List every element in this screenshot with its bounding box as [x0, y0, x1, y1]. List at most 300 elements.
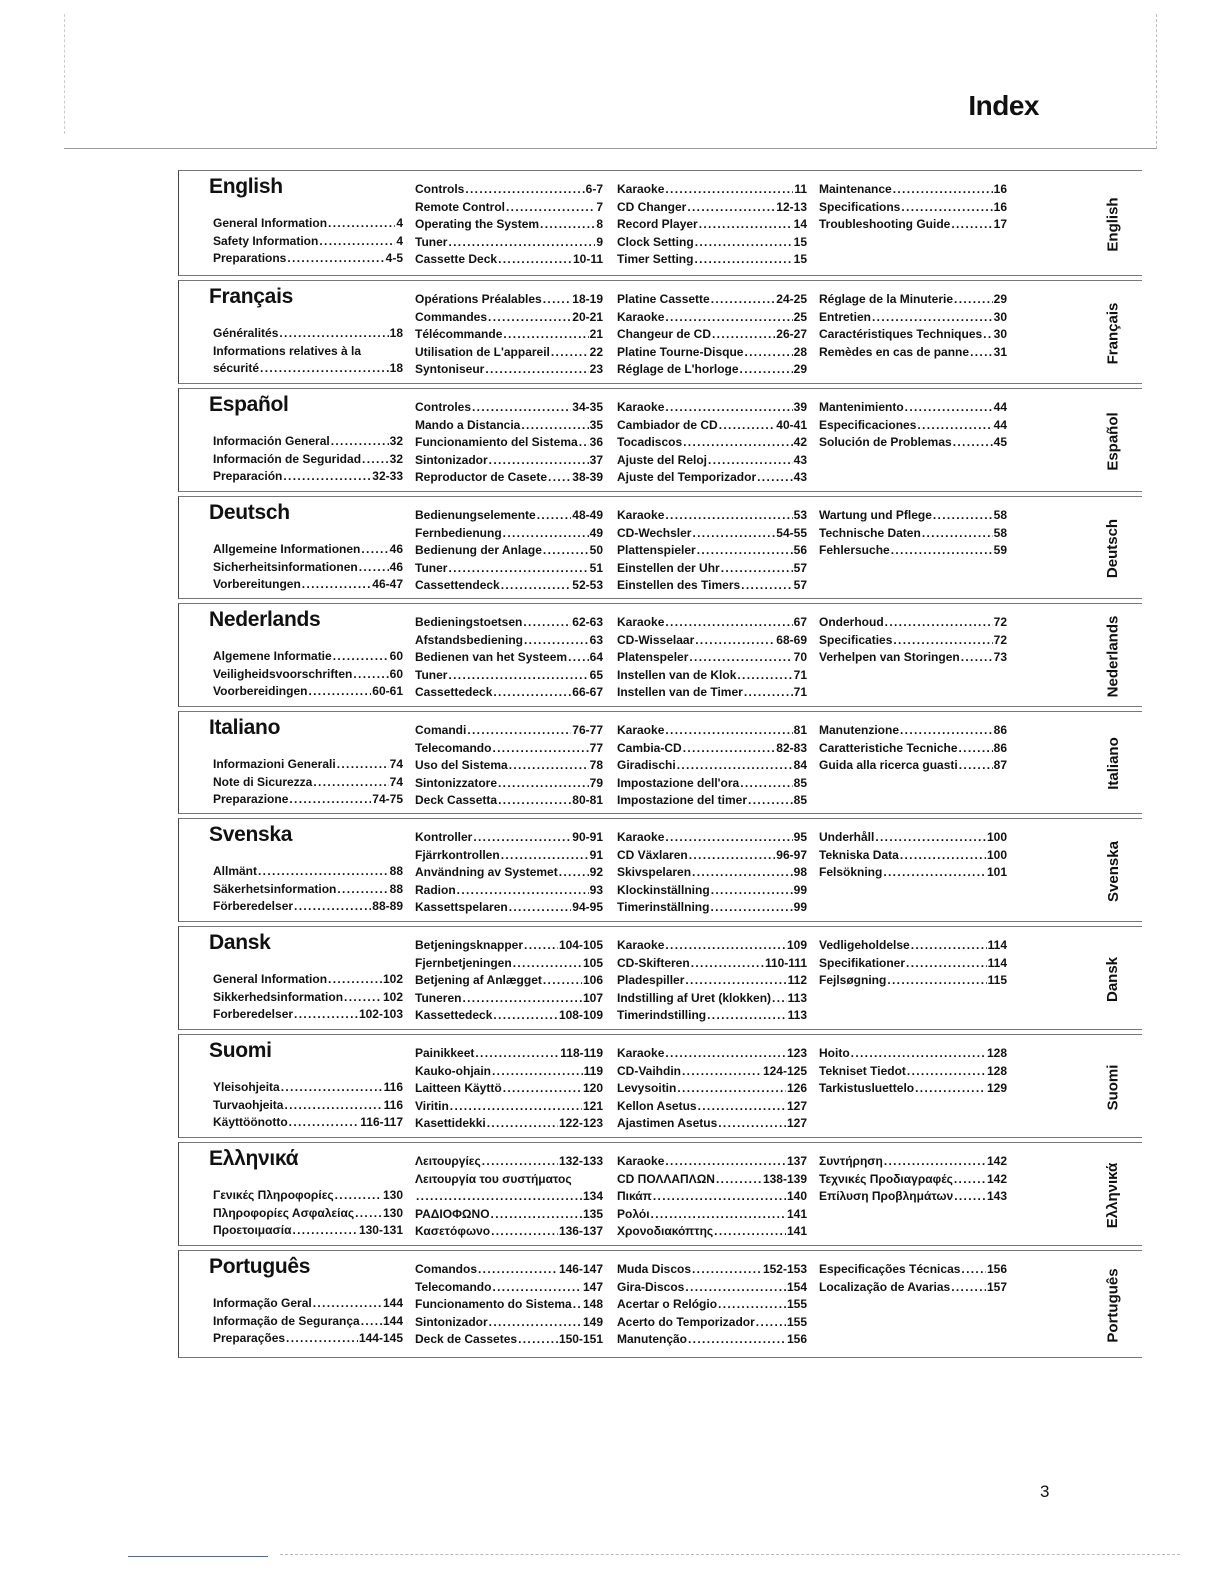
entry-page: 34-35: [572, 400, 603, 414]
index-entry: [415, 632, 603, 650]
entry-label: Impostazione del timer: [617, 793, 748, 807]
dot-leader: [695, 234, 793, 252]
index-entry: [415, 560, 603, 578]
entry-label: Wartung und Pflege: [819, 508, 932, 522]
entry-label: Platine Tourne-Disque: [617, 344, 744, 359]
entry-page: 143: [986, 1189, 1007, 1203]
index-entry: [617, 955, 807, 973]
index-entry: [213, 1079, 403, 1097]
index-column: [415, 1261, 603, 1349]
index-entry: [819, 199, 1007, 217]
index-entry: [617, 1098, 807, 1116]
entry-label: Kauko-ohjain: [415, 1063, 492, 1078]
index-column: [819, 291, 1007, 361]
entry-page: 140: [786, 1189, 807, 1203]
entry-page: 24-25: [776, 292, 807, 306]
dot-leader: [699, 216, 793, 234]
entry-label: General Information: [213, 972, 328, 986]
entry-label: Funcionamento do Sistema: [415, 1297, 572, 1311]
entry-label: Funcionamiento del Sistema: [415, 435, 578, 449]
index-entry: [415, 469, 603, 487]
index-entry: [617, 525, 807, 543]
index-entry: [819, 972, 1007, 990]
index-entry: [415, 955, 603, 973]
entry-page: 42: [793, 435, 807, 449]
index-entry: [819, 1171, 1007, 1189]
dot-leader: [289, 1114, 360, 1132]
entry-label: Karaoke: [617, 938, 665, 952]
index-column: [213, 863, 403, 916]
entry-label: Informations relatives à la: [213, 343, 362, 358]
entry-label: Troubleshooting Guide: [819, 217, 951, 231]
dot-leader: [756, 1314, 786, 1332]
entry-label: Kassettspelaren: [415, 900, 508, 914]
index-entry: [617, 434, 807, 452]
entry-label: Karaoke: [617, 508, 665, 522]
dot-leader: [653, 1188, 786, 1206]
entry-page: 85: [793, 793, 807, 807]
index-entry: [213, 756, 403, 774]
entry-label: Ajuste del Temporizador: [617, 470, 757, 484]
index-entry: [415, 667, 603, 685]
dot-leader: [489, 1314, 582, 1332]
language-tab: [1098, 1041, 1128, 1133]
index-entry: [617, 199, 807, 217]
index-entry: [415, 1007, 603, 1025]
entry-label: Bedieningstoetsen: [415, 615, 523, 629]
index-column: [213, 541, 403, 594]
entry-page: 53: [793, 508, 807, 522]
index-entry: [415, 1080, 603, 1098]
entry-label: Karaoke: [617, 830, 665, 844]
entry-page: 118-119: [560, 1046, 603, 1060]
index-entry: [213, 1114, 403, 1132]
entry-label: Λειτουργία του συστήματος: [415, 1171, 572, 1186]
dot-leader: [907, 1063, 986, 1081]
index-entry: [819, 326, 1007, 344]
entry-label: Cassettedeck: [415, 685, 493, 699]
dot-leader: [710, 899, 792, 917]
dot-leader: [682, 1063, 762, 1081]
dot-leader: [692, 525, 775, 543]
entry-page: 73: [993, 650, 1007, 664]
dot-leader: [744, 344, 792, 362]
dot-leader: [493, 1007, 558, 1025]
entry-label: Specifikationer: [819, 955, 906, 970]
entry-label: Kontroller: [415, 830, 473, 844]
index-entry: [617, 309, 807, 327]
entry-page: 59: [993, 543, 1007, 557]
dot-leader: [711, 291, 776, 309]
entry-page: 37: [589, 452, 603, 467]
index-entry: [617, 990, 807, 1008]
dot-leader: [665, 722, 792, 740]
entry-page: 128: [986, 1046, 1007, 1060]
entry-label: Syntoniseur: [415, 362, 485, 376]
entry-label: Säkerhetsinformation: [213, 881, 337, 896]
entry-label: Note di Sicurezza: [213, 774, 313, 789]
dot-leader: [498, 792, 571, 810]
entry-page: 102: [382, 972, 403, 986]
language-title: English: [209, 175, 283, 198]
entry-page: 31: [993, 344, 1007, 359]
entry-label: Caractéristiques Techniques: [819, 327, 983, 341]
index-entry: [415, 399, 603, 417]
dot-leader: [714, 1223, 786, 1241]
entry-label: Sintonizador: [415, 452, 488, 467]
dot-leader: [718, 1115, 786, 1133]
entry-page: 29: [993, 292, 1007, 306]
dot-leader: [457, 882, 589, 900]
index-column: [213, 215, 403, 268]
dot-leader: [344, 989, 382, 1007]
entry-page: 57: [793, 560, 807, 575]
index-entry: [617, 847, 807, 865]
language-tab-label: Ελληνικά: [1104, 1162, 1122, 1228]
dot-leader: [283, 468, 371, 486]
entry-label: Instellen van de Klok: [617, 667, 737, 682]
entry-label: Sicherheitsinformationen: [213, 559, 358, 574]
language-title: Ελληνικά: [209, 1147, 299, 1170]
entry-page: 71: [793, 667, 807, 682]
index-entry: [415, 792, 603, 810]
index-entry: [819, 507, 1007, 525]
entry-label: Généralités: [213, 326, 279, 340]
language-tab: [1098, 395, 1128, 487]
entry-label: Comandi: [415, 723, 467, 737]
entry-page: 74: [389, 774, 403, 789]
dot-leader: [741, 577, 792, 595]
index-entry: [617, 507, 807, 525]
entry-label: Fjärrkontrollen: [415, 847, 500, 862]
entry-page: 26-27: [776, 327, 807, 341]
language-tab: [1098, 287, 1128, 379]
entry-label: Tekniset Tiedot: [819, 1063, 906, 1078]
dot-leader: [917, 417, 992, 435]
index-entry: [213, 343, 403, 361]
language-tab: [1098, 503, 1128, 594]
language-tab-label: Português: [1104, 1267, 1122, 1343]
entry-page: 20-21: [572, 309, 603, 324]
index-entry: [617, 792, 807, 810]
entry-page: 129: [986, 1081, 1007, 1095]
entry-page: 142: [986, 1171, 1007, 1186]
entry-label: Kellon Asetus: [617, 1098, 697, 1113]
entry-label: Controles: [415, 400, 472, 414]
dot-leader: [473, 829, 571, 847]
dot-leader: [692, 864, 793, 882]
language-title: Svenska: [209, 823, 293, 846]
dot-leader: [335, 1187, 382, 1205]
index-entry: [213, 250, 403, 268]
index-entry: [213, 881, 403, 899]
entry-label: CD Changer: [617, 199, 687, 214]
entry-page: 79: [589, 775, 603, 790]
entry-page: 17: [993, 217, 1007, 231]
entry-page: 127: [786, 1116, 807, 1130]
index-entry: [415, 291, 603, 309]
index-column: [617, 181, 807, 269]
index-entry: [415, 1223, 603, 1241]
language-tab: [1098, 825, 1128, 917]
entry-label: Allgemeine Informationen: [213, 542, 361, 556]
entry-page: 150-151: [558, 1332, 603, 1346]
index-entry: [213, 360, 403, 378]
index-entry: [213, 1313, 403, 1331]
index-entry: [213, 1330, 403, 1348]
index-column: [819, 937, 1007, 990]
dot-leader: [492, 740, 588, 758]
entry-page: 12-13: [776, 199, 807, 214]
index-entry: [617, 216, 807, 234]
dot-leader: [970, 344, 993, 362]
entry-label: Hoito: [819, 1046, 850, 1060]
dot-leader: [691, 955, 764, 973]
dot-leader: [953, 434, 993, 452]
entry-label: Allmänt: [213, 864, 258, 878]
dot-leader: [289, 791, 371, 809]
dot-leader: [294, 898, 371, 916]
index-column: [415, 722, 603, 810]
index-column: [415, 1045, 603, 1133]
index-entry: [415, 864, 603, 882]
dot-leader: [284, 1097, 382, 1115]
language-section: [178, 1034, 1142, 1138]
entry-page: 71: [793, 685, 807, 699]
entry-page: 15: [793, 252, 807, 266]
dot-leader: [900, 722, 993, 740]
index-entry: [415, 181, 603, 199]
entry-page: 116: [383, 1080, 403, 1094]
dot-leader: [954, 291, 993, 309]
index-entry: [617, 1331, 807, 1349]
index-entry: [617, 251, 807, 269]
index-column: [617, 507, 807, 595]
dot-leader: [313, 774, 388, 792]
entry-page: 57: [793, 578, 807, 592]
entry-page: 110-111: [764, 955, 807, 970]
entry-label: Muda Discos: [617, 1262, 692, 1276]
dot-leader: [465, 181, 584, 199]
entry-page: 94-95: [572, 900, 603, 914]
language-tab-label: English: [1104, 196, 1122, 252]
dot-leader: [915, 1080, 986, 1098]
index-entry: [213, 898, 403, 916]
dot-leader: [721, 560, 793, 578]
entry-page: 35: [589, 417, 603, 432]
entry-page: 76-77: [572, 723, 603, 737]
language-tab: [1098, 177, 1128, 271]
dot-leader: [492, 1063, 583, 1081]
index-column: [617, 1261, 807, 1349]
entry-page: 11: [794, 182, 807, 196]
index-column: [819, 507, 1007, 560]
index-entry: [819, 1261, 1007, 1279]
index-entry: [617, 291, 807, 309]
index-entry: [617, 1080, 807, 1098]
language-tab-label: Français: [1104, 302, 1122, 364]
index-column: [213, 1295, 403, 1348]
entry-label: Forberedelser: [213, 1007, 294, 1021]
index-entry: [415, 882, 603, 900]
dot-leader: [685, 1279, 786, 1297]
index-entry: [819, 1153, 1007, 1171]
dot-leader: [875, 829, 986, 847]
entry-label: Maintenance: [819, 182, 892, 196]
entry-page: 147: [582, 1279, 603, 1294]
entry-label: Preparations: [213, 251, 287, 265]
entry-label: Réglage de la Minuterie: [819, 292, 954, 306]
entry-page: 60: [389, 649, 403, 663]
entry-page: 100: [986, 830, 1007, 844]
dot-leader: [677, 757, 793, 775]
dot-leader: [665, 507, 792, 525]
entry-label: Algemene Informatie: [213, 649, 332, 663]
entry-label: Karaoke: [617, 400, 665, 414]
entry-label: Κασετόφωνο: [415, 1224, 491, 1238]
index-entry: [213, 325, 403, 343]
index-entry: [415, 649, 603, 667]
language-tab-label: Svenska: [1104, 840, 1122, 902]
dot-leader: [509, 899, 572, 917]
entry-page: 88: [389, 881, 403, 896]
index-entry: [415, 199, 603, 217]
dot-leader: [579, 434, 589, 452]
index-entry: [617, 775, 807, 793]
dot-leader: [893, 181, 993, 199]
dot-leader: [959, 740, 993, 758]
language-tab-label: Deutsch: [1104, 518, 1122, 579]
entry-page: 23: [589, 362, 603, 376]
entry-label: Tocadiscos: [617, 435, 683, 449]
entry-page: 48-49: [572, 508, 603, 522]
entry-label: Afstandsbediening: [415, 632, 524, 647]
index-column: [819, 614, 1007, 667]
entry-label: Förberedelser: [213, 899, 294, 913]
dot-leader: [954, 1188, 986, 1206]
entry-page: 45: [993, 435, 1007, 449]
index-entry: [819, 632, 1007, 650]
index-entry: [213, 683, 403, 701]
dot-leader: [905, 399, 993, 417]
entry-page: 72: [993, 632, 1007, 647]
language-section: [178, 926, 1142, 1030]
dot-leader: [491, 1223, 558, 1241]
dot-leader: [485, 361, 588, 379]
entry-label: Cassettendeck: [415, 578, 500, 592]
dot-leader: [489, 452, 589, 470]
entry-page: 18: [389, 326, 403, 340]
dot-leader: [506, 199, 595, 217]
dot-leader: [665, 181, 793, 199]
entry-page: 52-53: [572, 578, 603, 592]
entry-label: Manutenção: [617, 1332, 688, 1346]
entry-label: Localização de Avarias: [819, 1279, 951, 1294]
index-entry: [213, 1205, 403, 1223]
entry-label: Προετοιμασία: [213, 1223, 292, 1237]
dot-leader: [688, 1331, 786, 1349]
entry-label: Tuner: [415, 560, 448, 575]
index-entry: [415, 684, 603, 702]
index-entry: [415, 775, 603, 793]
language-title: Français: [209, 285, 293, 308]
entry-page: 120: [582, 1081, 603, 1095]
entry-page: 54-55: [776, 525, 807, 540]
language-tab-label: Nederlands: [1104, 615, 1122, 697]
entry-label: Verhelpen van Storingen: [819, 650, 960, 664]
entry-label: Informazioni Generali: [213, 757, 336, 771]
index-entry: [415, 542, 603, 560]
entry-label: Bedienung der Anlage: [415, 543, 542, 557]
index-entry: [819, 344, 1007, 362]
dot-leader: [472, 399, 571, 417]
dot-leader: [328, 215, 395, 233]
entry-page: 88: [389, 864, 403, 878]
index-entry: [415, 990, 603, 1008]
index-entry: [415, 1296, 603, 1314]
language-tab-label: Español: [1104, 411, 1122, 471]
entry-page: 134: [582, 1189, 603, 1203]
dot-leader: [518, 1331, 558, 1349]
dot-leader: [695, 632, 775, 650]
index-entry: [617, 1063, 807, 1081]
dot-leader: [933, 507, 993, 525]
entry-page: 96-97: [776, 847, 807, 862]
index-entry: [617, 344, 807, 362]
entry-page: 66-67: [572, 685, 603, 699]
index-entry: [617, 469, 807, 487]
entry-label: CD-Wisselaar: [617, 632, 695, 647]
index-entry: [415, 847, 603, 865]
dot-leader: [333, 648, 389, 666]
dot-leader: [543, 542, 589, 560]
index-entry: [415, 234, 603, 252]
index-entry: [415, 344, 603, 362]
entry-page: 113: [787, 1008, 807, 1022]
entry-page: 63: [589, 632, 603, 647]
entry-label: Sikkerhedsinformation: [213, 989, 344, 1004]
entry-label: Tuneren: [415, 990, 462, 1005]
entry-label: Comandos: [415, 1262, 478, 1276]
entry-page: 28: [793, 344, 807, 359]
entry-label: Fehlersuche: [819, 543, 890, 557]
dot-leader: [498, 775, 589, 793]
index-entry: [617, 417, 807, 435]
entry-label: Karaoke: [617, 615, 665, 629]
entry-label: Gira-Discos: [617, 1279, 685, 1294]
language-tab: [1098, 933, 1128, 1025]
entry-page: 46: [389, 542, 403, 556]
index-entry: [617, 1171, 807, 1189]
entry-label: Karaoke: [617, 182, 665, 196]
language-title: Nederlands: [209, 608, 321, 631]
entry-page: 62-63: [572, 615, 603, 629]
entry-page: 116-117: [360, 1115, 403, 1129]
entry-page: 114: [987, 938, 1007, 952]
language-tab: [1098, 610, 1128, 702]
header-frame: [64, 14, 1157, 149]
language-section: [178, 388, 1142, 492]
index-column: [617, 399, 807, 487]
entry-label: Manutenzione: [819, 723, 899, 737]
entry-page: 152-153: [762, 1262, 807, 1276]
entry-page: 67: [793, 615, 807, 629]
index-column: [617, 722, 807, 810]
entry-page: 100: [986, 847, 1007, 862]
entry-label: Betjeningsknapper: [415, 938, 524, 952]
dot-leader: [954, 1171, 986, 1189]
dot-leader: [983, 326, 992, 344]
